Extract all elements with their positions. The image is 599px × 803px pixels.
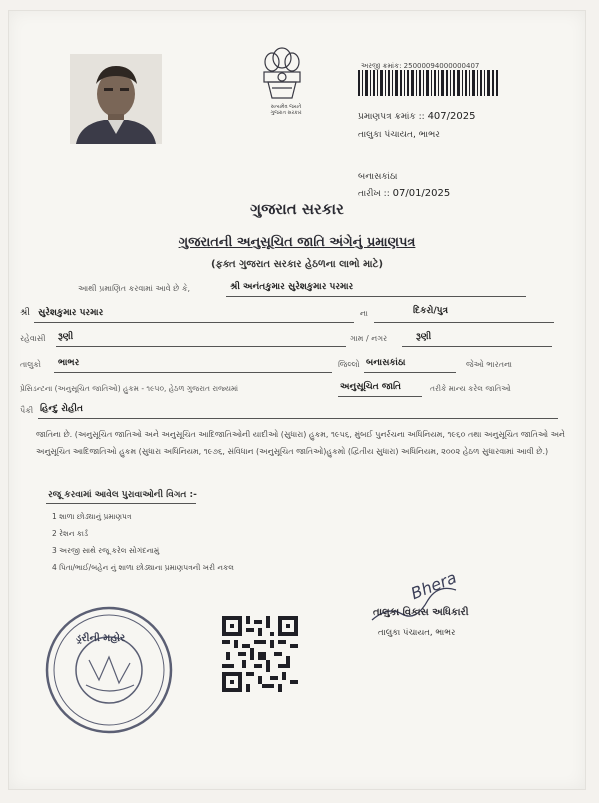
national-emblem-icon — [252, 42, 312, 132]
certificate-number: પ્રમાણપત્ર ક્રમાંક :: 407/2025 — [358, 111, 476, 122]
taluka-underline — [54, 372, 332, 373]
applicant-photo — [70, 54, 162, 144]
caste-label: પૈકી — [20, 406, 34, 415]
emblem-caption: સત્યમેવ જયતે ગુજરાત સરકાર — [270, 104, 302, 116]
certificate-date: તારીખ :: 07/01/2025 — [358, 188, 451, 199]
caste-underline — [38, 418, 558, 419]
issuer-line: તાલુકા પંચાયત, ભાભર — [358, 130, 440, 140]
certificate-title: ગુજરાતની અનુસૂચિત જાતિ અંગેનું પ્રમાણપત્ર — [178, 235, 416, 250]
caste-value: હિન્દુ રોહીત — [40, 404, 83, 414]
father-underline — [34, 322, 354, 323]
signing-officer: તાલુકા વિકાસ અધિકારી — [373, 607, 469, 618]
qr-code — [222, 616, 298, 692]
barcode — [358, 70, 498, 96]
resident-label: રહેવાસી — [20, 334, 46, 343]
state-label: જેઓ ભારતના — [466, 360, 513, 369]
certificate-sheet — [8, 10, 586, 790]
document-item: 3 અરજી સાથે રજૂ કરેલ સોગંદનામું — [52, 546, 160, 555]
signing-office: તાલુકા પંચાયત, ભાભર — [378, 628, 456, 638]
document-item: 1 શાળા છોડ્યાનું પ્રમાણપત્ર — [52, 512, 132, 521]
village-label: ગામ / નગર — [350, 334, 388, 343]
relation-value: દિકરો/પુત્ર — [413, 306, 448, 316]
order-text: પ્રેસિડન્ટના (અનુસૂચિત જાતિઓ) હુકમ - ૧૯૫૦, હેઠળ ગુજરાત રાજ્યમાં — [20, 384, 239, 393]
district-label: જિલ્લો — [338, 360, 360, 369]
applicant-name: શ્રી અનંતકુમાર સુરેશકુમાર પરમાર — [230, 282, 354, 292]
government-title: ગુજરાત સરકાર — [250, 200, 344, 218]
document-item: 2 રેશન કાર્ડ — [52, 529, 89, 538]
header-district: બનાસકાંઠા — [358, 172, 398, 182]
document-item: 4 પિતા/ભાઈ/બહેન નું શાળા છોડ્યાના પ્રમાણપત્રની ખરી નકલ — [52, 563, 234, 572]
signature-scribble: Bhera — [408, 567, 460, 604]
name-underline — [226, 296, 526, 297]
category-value: અનુસૂચિત જાતિ — [340, 382, 401, 392]
relation-underline — [374, 322, 554, 323]
signature-stroke — [368, 567, 488, 630]
official-round-stamp — [44, 605, 174, 735]
documents-title: રજૂ કરવામાં આવેલ પુરાવાઓની વિગત :- — [48, 490, 197, 500]
certificate-note: (ફક્ત ગુજરાત સરકાર હેઠળના લાભો માટે) — [210, 259, 384, 270]
recognized-text: તરીકે માન્ય કરેલ જાતિઓ — [430, 384, 511, 393]
district-value: બનાસકાંઠા — [366, 358, 406, 368]
taluka-label: તાલુકો — [20, 360, 41, 369]
category-underline — [338, 396, 422, 397]
father-name: સુરેશકુમાર પરમાર — [38, 308, 104, 318]
district-underline — [364, 372, 456, 373]
documents-underline — [46, 503, 196, 504]
intro-text: આથી પ્રમાણિત કરવામાં આવે છે કે, — [78, 284, 191, 293]
relation-label: ના — [360, 309, 368, 318]
shri-label: શ્રી — [20, 308, 30, 318]
taluka-value: ભાભર — [58, 358, 80, 368]
village-underline — [402, 346, 552, 347]
barcode-number: અરજી ક્રમાંક: 25000094000000407 — [361, 62, 480, 70]
village-value: રૂણી — [416, 332, 432, 342]
legal-paragraph: જાતિના છે. (અનુસૂચિત જાતિઓ અને અનુસૂચિત આદિજાતિઓની યાદીઓ (સુધારા) હુકમ, ૧૯૫૬, મુંબઈ પુનર્રચના અધિનિયમ, ૧૯૬૦ તથા અનુસૂચિત જાતિઓ અને અનુસૂચિત આદિજાતિઓ હુકમ (સુધારા અધિનિયમ, ૧૯૭૬, સંવિધાન (અનુસૂચિત જાતિઓ)હુકમો (દ્વિતીય સુધારા) અધિનિયમ, ૨૦૦૨ હેઠળ સુધારવામાં આવી છે.) — [36, 430, 565, 456]
resident-value: રૂણી — [58, 332, 74, 342]
resident-underline — [56, 346, 346, 347]
stamp-text: ડ્રરીની મહોર — [76, 633, 126, 644]
